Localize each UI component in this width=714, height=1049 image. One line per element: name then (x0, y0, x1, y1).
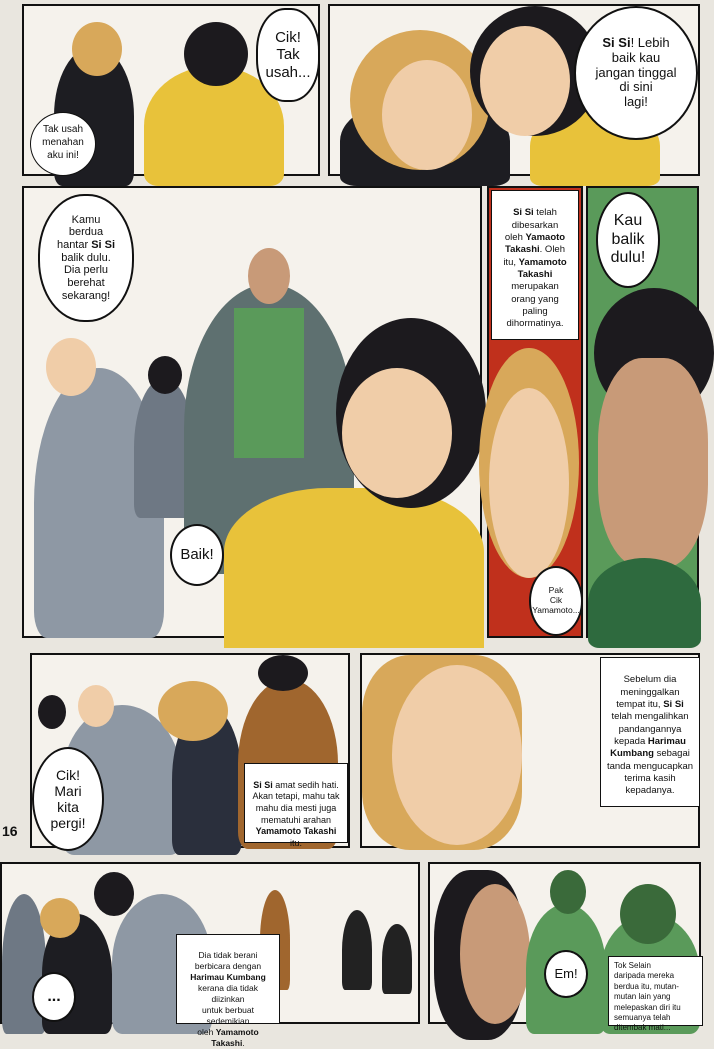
panel-6 (30, 653, 350, 848)
panel-2 (328, 4, 700, 176)
panel-8 (0, 862, 420, 1049)
speech-bubble-kamu-berdua (38, 194, 134, 322)
bubble-text-post: balik dulu. Dia perlu berehat sekarang! (61, 251, 111, 302)
speech-bubble-ellipsis: ... (32, 972, 76, 1022)
caption-text-3: . (242, 1038, 245, 1049)
speech-bubble-em: Em! (544, 950, 588, 998)
caption-text-2: . Oleh itu, (503, 244, 566, 268)
blonde-woman-head (40, 898, 80, 938)
panel-1 (22, 4, 320, 176)
caption-sebelum-dia (600, 657, 700, 807)
background-man-head (148, 356, 182, 394)
blonde-woman-profile-face (392, 665, 522, 845)
name-si-si: Si Si (513, 207, 534, 219)
name-yamamoto-takashi: Yamamoto Takashi (211, 1027, 259, 1049)
speech-bubble-lebih-baik (574, 6, 698, 140)
bubble-text: ! Lebih baik kau jangan tinggal di sini lagi! (595, 34, 677, 110)
name-si-si: Si Si (663, 699, 684, 711)
panel-5 (586, 186, 699, 638)
caption-text-2: telah mengalihkan pandangannya kepada (611, 711, 689, 748)
grey-coat-man-head (78, 685, 114, 727)
figure-distant-silhouette-2 (382, 924, 412, 994)
speech-bubble-mari-kita-pergi: Cik! Mari kita pergi! (32, 747, 104, 851)
name-yamamoto-takashi: Yamamoto Takashi (517, 256, 567, 281)
caption-text-3: merupakan orang yang paling dihormatinya. (506, 281, 564, 330)
panel-3 (22, 186, 482, 638)
caption-si-si-dibesarkan (491, 190, 579, 340)
caption-text-1: Dia tidak berani berbicara dengan (194, 950, 262, 972)
blonde-woman-hair (158, 681, 228, 741)
caption-text-1: amat sedih hati. Akan tetapi, mahu tak mahu dia mesti juga mematuhi arahan (252, 779, 340, 825)
figure-woman-yellow-jacket (224, 488, 484, 648)
man-hat-head (258, 655, 308, 691)
man-profile-face (460, 884, 530, 1024)
name-si-si: Si Si (253, 779, 273, 790)
name-harimau-kumbang: Harimau Kumbang (190, 972, 266, 983)
speech-bubble-kau-balik-dulu: Kau balik dulu! (596, 192, 660, 288)
caption-text-3: sebagai tanda mengucapkan terima kasih kepadanya. (606, 748, 694, 797)
page-number: 16 (2, 823, 18, 839)
figure-distant-silhouette-1 (342, 910, 372, 990)
woman-face (342, 368, 452, 498)
dark-hair-woman-face (480, 26, 570, 136)
blonde-woman-skin (489, 388, 569, 578)
name-yamaoto-takashi: Yamaoto Takashi (504, 232, 566, 256)
blonde-woman-head (72, 22, 122, 76)
caption-text-1: telah dibesarkan oleh (504, 207, 559, 244)
soldier-2-head (620, 884, 676, 944)
name-si-si: Si Si (91, 239, 116, 252)
man-dark-hair-head (184, 22, 248, 86)
name-yamamoto-takashi: Yamamoto Takashi (255, 826, 337, 837)
caption-text-1: Sebelum dia meninggalkan tempat itu, (616, 674, 680, 711)
boss-closeup-face (598, 358, 708, 568)
caption-text-2: itu. (289, 838, 302, 849)
caption-dia-tidak-berani (176, 934, 280, 1049)
caption-si-si-sedih (244, 763, 348, 849)
speech-bubble-baik: Baik! (170, 524, 224, 586)
panel-9 (428, 862, 701, 1033)
boss-green-shirt (234, 308, 304, 458)
panel-7 (360, 653, 700, 848)
second-man-head (38, 695, 66, 729)
caption-tak-usah-menahan: Tak usah menahan aku ini! (30, 112, 96, 176)
panel-4 (487, 186, 583, 638)
boss-closeup-shirt (588, 558, 701, 648)
boss-head (248, 248, 290, 304)
blonde-woman-skin (382, 60, 472, 170)
speech-bubble-cik-tak-usah: Cik! Tak usah... (256, 8, 320, 102)
soldier-1-head (550, 870, 586, 914)
caption-text-2: kerana dia tidak diizinkan untuk berbuat sedemikian oleh (197, 983, 258, 1038)
name-si-si: Si Si (602, 34, 631, 50)
name-harimau-kumbang: Harimau Kumbang (610, 736, 686, 760)
grey-coat-man-head (46, 338, 96, 396)
caption-tok-selain: Tok Selain daripada mereka berdua itu, mutan- mutan lain yang melepaskan diri itu semuanya telah ditembak mati... (608, 956, 703, 1026)
grey-coat-man-head (94, 872, 134, 916)
bubble-text-pre: Kamu berdua hantar (56, 213, 104, 252)
speech-bubble-pak-cik-yamamoto: Pak Cik Yamamoto... (529, 566, 583, 636)
